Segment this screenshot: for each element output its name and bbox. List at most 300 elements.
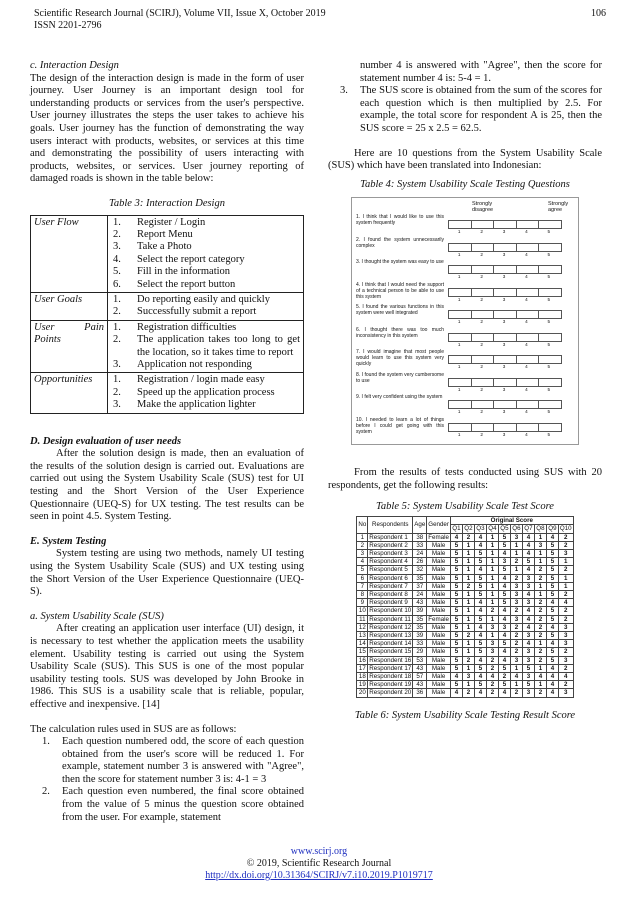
table5-cell: 5 <box>546 648 558 656</box>
table3-item: 2. Successfully submit a report <box>113 306 257 318</box>
footer-copyright: © 2019, Scientific Research Journal <box>246 858 392 869</box>
likert-scale-boxes <box>448 423 562 432</box>
table5-cell: 3 <box>558 640 573 648</box>
table5-cell: 4 <box>522 623 534 631</box>
table5-cell: 5 <box>498 533 510 541</box>
table5-cell: 2 <box>534 656 546 664</box>
table5-cell: 33 <box>413 541 427 549</box>
table6-caption: Table 6: System Usability Scale Testing Result Score <box>354 709 576 721</box>
table5-cell: 2 <box>462 582 474 590</box>
table5-cell: 3 <box>357 549 368 557</box>
table5-cell: 4 <box>546 689 558 697</box>
table5-question-header: Q3 <box>476 525 485 533</box>
table5-cell: 1 <box>534 681 546 689</box>
table5-cell: 3 <box>498 623 510 631</box>
table5-cell: Respondent 2 <box>368 541 413 549</box>
table5-cell: Respondent 14 <box>369 640 412 648</box>
table5-cell: 2 <box>558 681 573 689</box>
table5-cell: Respondent 19 <box>369 681 412 689</box>
page-header <box>34 8 606 32</box>
table5-cell: 5 <box>474 664 486 672</box>
likert-scale-numbers: 1 2 3 4 5 <box>457 386 551 392</box>
table5-cell: Respondent 3 <box>368 549 413 557</box>
table5-cell: 2 <box>558 533 573 541</box>
table5-cell: 4 <box>474 607 486 615</box>
table5-cell: 1 <box>486 549 498 557</box>
table5-cell: 4 <box>498 582 510 590</box>
table5-cell: Female <box>428 615 449 623</box>
table5-cell: 5 <box>450 590 462 598</box>
table5-cell: 12 <box>357 623 368 631</box>
table-row <box>357 664 573 672</box>
table5-cell: 1 <box>510 664 522 672</box>
section-c-title: c. Interaction Design <box>30 60 119 71</box>
table5-cell: 5 <box>474 648 486 656</box>
footer-doi-link[interactable]: http://dx.doi.org/10.31364/SCIRJ/v7.i10.2019.P1019717 <box>205 870 433 881</box>
table3-row-label: User Flow <box>31 215 108 292</box>
table5-cell: 2 <box>558 541 573 549</box>
calc-rules-list <box>30 736 304 824</box>
table5-cell: 1 <box>534 549 546 557</box>
issn: ISSN 2201-2796 <box>34 20 102 31</box>
table5-cell: 5 <box>450 631 462 639</box>
table5-cell: 4 <box>474 541 486 549</box>
table5-cell: 2 <box>510 607 522 615</box>
table5-cell: 3 <box>558 631 573 639</box>
table5-cell: Male <box>427 681 451 689</box>
table5-cell: 4 <box>474 689 486 697</box>
table-row <box>357 549 573 557</box>
table-row <box>357 656 573 664</box>
table5-question-header: Q9 <box>548 525 557 533</box>
table5-cell: 4 <box>546 672 558 680</box>
table5-cell: 1 <box>534 582 546 590</box>
table5-cell: 3 <box>510 582 522 590</box>
table5-cell: 3 <box>522 656 534 664</box>
likert-scale-numbers: 1 2 3 4 5 <box>457 274 551 280</box>
table5-cell: Respondent 18 <box>369 672 412 680</box>
table5-cell: 4 <box>357 558 368 566</box>
table5-cell: 2 <box>558 664 573 672</box>
table5-question-header: Q8 <box>536 525 545 533</box>
likert-scale-boxes <box>448 288 562 297</box>
table5-header: Respondents <box>368 517 413 533</box>
table5-cell: 1 <box>510 681 522 689</box>
table5-cell: 1 <box>486 615 498 623</box>
section-e-title: E. System Testing <box>30 535 107 547</box>
section-d-body: After the solution design is made, then an evaluation of the results of the solution design is carried out. Evaluations are carried out using the System Usability Scale (SUS) test for UI testing and the Short Version of the User Experience Questionnaire (UEQ-S) for UX testing. The test results can be seen in point 4.5. System Testing. <box>30 448 304 523</box>
calc-intro: The calculation rules used in SUS are as follows: <box>30 723 237 735</box>
table5-cell: 1 <box>534 558 546 566</box>
table5-cell: 10 <box>357 607 368 615</box>
table5-cell: Respondent 5 <box>368 566 413 574</box>
table5-cell: 5 <box>522 681 534 689</box>
likert-scale-boxes <box>448 400 562 409</box>
table5-cell: 1 <box>462 664 474 672</box>
table5-cell: Respondent 1 <box>368 533 413 541</box>
table5-cell: 11 <box>357 615 368 623</box>
table5-cell: 19 <box>357 681 368 689</box>
table3-item: 6. Select the report button <box>113 278 236 290</box>
rule-3: 3. The SUS score is obtained from the sum of the scores for each question which is then multiplied by 2.5. For example, the total score for respondent A is 25, then the SUS score = 25 x 2.5 = 62.5. <box>340 85 602 134</box>
table5-cell: 39 <box>413 631 427 639</box>
table5-cell: 5 <box>474 640 486 648</box>
table5-cell: 4 <box>498 549 510 557</box>
table5-cell: 6 <box>357 574 368 582</box>
table5-cell: 33 <box>413 640 427 648</box>
table5-cell: 5 <box>450 656 462 664</box>
table5-cell: 4 <box>474 656 486 664</box>
table5-cell: 5 <box>546 631 558 639</box>
table5-cell: 4 <box>474 599 486 607</box>
likert-scale-boxes <box>448 355 562 364</box>
sus-question: 8. I found the system very cumbersome to use <box>356 371 444 384</box>
table-row <box>357 648 573 656</box>
table5-cell: 2 <box>357 541 368 549</box>
table3-row-items <box>108 215 304 292</box>
table5-cell: 4 <box>498 656 510 664</box>
sus-question: 1. I think that I would like to use this system frequently <box>356 214 444 227</box>
table5-cell: Male <box>427 640 451 648</box>
table5-header: No <box>357 517 368 533</box>
likert-scale-numbers: 1 2 3 4 5 <box>457 319 551 325</box>
table5-cell: 2 <box>462 533 474 541</box>
table5-cell: 38 <box>413 533 427 541</box>
table5-cell: 4 <box>498 615 510 623</box>
table5-cell: 2 <box>498 672 510 680</box>
table5-question-header: Q7 <box>524 525 533 533</box>
table5-cell: 5 <box>498 640 510 648</box>
table5-cell: 3 <box>558 549 573 557</box>
table5-cell: 3 <box>522 599 534 607</box>
rule-1: 1. Each question numbered odd, the score of each question obtained from the user's score will be reduced 1. For example, statement number 3 is answered with "Agree", then the score for statement number 3 is: 4-1 = 3 <box>42 736 304 785</box>
strongly-agree-label: Strongly agree <box>548 201 569 214</box>
table3-row-label: User Pain Points <box>31 320 108 373</box>
table3-item: 2. Speed up the application process <box>113 386 275 398</box>
table5-cell: 4 <box>522 549 534 557</box>
table5-cell: 1 <box>486 599 498 607</box>
table5-cell: 3 <box>522 574 534 582</box>
table5-cell: 35 <box>413 623 427 631</box>
table-row <box>357 681 573 689</box>
table5-cell: 26 <box>413 558 427 566</box>
table5-cell: 29 <box>413 648 427 656</box>
likert-scale-numbers: 1 2 3 4 5 <box>457 409 551 415</box>
table5-cell: 2 <box>558 615 573 623</box>
table5-cell: 2 <box>510 640 522 648</box>
table5-cell: 5 <box>450 623 462 631</box>
table5-cell: 2 <box>534 623 546 631</box>
table5-cell: 5 <box>474 615 486 623</box>
table5-cell: 4 <box>498 574 510 582</box>
table5-cell: 4 <box>498 689 510 697</box>
table5-cell: Respondent 20 <box>369 689 412 697</box>
page-footer <box>0 846 638 882</box>
table5-cell: 4 <box>450 672 462 680</box>
likert-scale-numbers: 1 2 3 4 5 <box>457 431 551 437</box>
table5-cell: 4 <box>546 681 558 689</box>
table5-cell: 3 <box>486 648 498 656</box>
table5-cell: 5 <box>450 664 462 672</box>
table5-cell: Respondent 16 <box>369 656 412 664</box>
table5-cell: 2 <box>534 566 546 574</box>
table5-cell: Respondent 7 <box>368 582 413 590</box>
sus-questions-figure <box>351 197 579 445</box>
table-row <box>357 533 573 541</box>
table5-cell: 2 <box>534 607 546 615</box>
table5-cell: Male <box>427 664 451 672</box>
table5-cell: Respondent 8 <box>368 590 413 598</box>
table5-cell: 5 <box>546 558 558 566</box>
table5-cell: 1 <box>534 533 546 541</box>
table5-question-header: Q10 <box>559 525 572 533</box>
table-row <box>357 541 573 549</box>
table5-cell: 1 <box>462 558 474 566</box>
questions-intro: Here are 10 questions from the System Usability Scale (SUS) which have been translated into Indonesian: <box>328 147 602 172</box>
interaction-design-table <box>30 215 304 414</box>
table5-cell: 3 <box>510 533 522 541</box>
table5-cell: 2 <box>486 607 498 615</box>
table5-cell: 4 <box>558 672 573 680</box>
likert-scale-numbers: 1 2 3 4 5 <box>457 364 551 370</box>
table5-cell: 4 <box>498 607 510 615</box>
table3-row <box>31 292 304 320</box>
table5-cell: Male <box>427 574 451 582</box>
table5-cell: 3 <box>522 672 534 680</box>
table-row <box>357 574 573 582</box>
table5-cell: 3 <box>558 656 573 664</box>
table5-cell: 1 <box>510 549 522 557</box>
likert-scale-boxes <box>448 220 562 229</box>
table3-row-items <box>108 373 304 413</box>
table5-cell: 5 <box>450 648 462 656</box>
table5-cell: 4 <box>546 623 558 631</box>
table5-cell: 43 <box>413 664 427 672</box>
sus-question: 10. I needed to learn a lot of things before I could get going with this system <box>356 416 444 435</box>
right-column <box>328 60 602 722</box>
table5-cell: 2 <box>558 566 573 574</box>
table5-cell: 35 <box>413 574 427 582</box>
table5-cell: 4 <box>522 533 534 541</box>
table5-cell: 2 <box>462 689 474 697</box>
table5-cell: 4 <box>498 648 510 656</box>
table5-cell: 2 <box>486 689 498 697</box>
table5-cell: 2 <box>534 689 546 697</box>
table5-cell: 5 <box>546 607 558 615</box>
table5-cell: 1 <box>486 558 498 566</box>
table5-cell: 1 <box>462 549 474 557</box>
table5-cell: 4 <box>474 623 486 631</box>
table5-cell: 1 <box>534 640 546 648</box>
table3-item: 4. Select the report category <box>113 253 245 265</box>
table-row <box>357 558 573 566</box>
table5-cell: 2 <box>558 590 573 598</box>
table5-cell: 15 <box>357 648 368 656</box>
table-row <box>357 623 573 631</box>
table5-cell: 4 <box>546 533 558 541</box>
table5-question-header: Q1 <box>452 525 461 533</box>
sus-question: 3. I thought the system was easy to use <box>356 259 444 266</box>
table5-cell: 4 <box>558 599 573 607</box>
table5-cell: 5 <box>546 582 558 590</box>
table5-cell: 5 <box>522 664 534 672</box>
table5-cell: 5 <box>522 558 534 566</box>
table5-cell: Respondent 17 <box>369 664 412 672</box>
table5-cell: 7 <box>357 582 368 590</box>
table5-cell: 5 <box>498 590 510 598</box>
table5-cell: 1 <box>510 541 522 549</box>
table-row <box>357 640 573 648</box>
table5-cell: 5 <box>474 549 486 557</box>
table5-cell: 2 <box>486 664 498 672</box>
section-c-body: The design of the interaction design is made in the form of user journey. User Journey is an important design tool for understanding products or services from the user's perspective. User journey illustrates the steps the user takes to achieve his goals. User journey has the function of demonstrating the way users interact with products, websites, or services at this time and demonstrating the possibility of users interacting with products, websites, or services. User journey reporting of damaged roads is shown in the table below: <box>30 72 304 185</box>
table5-cell: 2 <box>534 631 546 639</box>
table5-cell: Male <box>427 672 451 680</box>
likert-scale-boxes <box>448 378 562 387</box>
table5-cell: 4 <box>522 640 534 648</box>
table-row <box>357 631 573 639</box>
table5-cell: 18 <box>357 672 368 680</box>
table5-cell: 4 <box>486 672 498 680</box>
table5-cell: 4 <box>534 672 546 680</box>
table5-cell: 4 <box>546 640 558 648</box>
table5-cell: Female <box>428 533 449 541</box>
table5-cell: 5 <box>546 590 558 598</box>
table5-cell: Male <box>427 549 451 557</box>
table5-cell: 5 <box>546 541 558 549</box>
table5-cell: 1 <box>462 541 474 549</box>
table5-cell: 4 <box>474 631 486 639</box>
table5-cell: 13 <box>357 631 368 639</box>
table5-question-header: Q6 <box>512 525 521 533</box>
table5-cell: 5 <box>450 566 462 574</box>
table5-cell: 4 <box>450 533 462 541</box>
table5-cell: Respondent 6 <box>368 574 413 582</box>
table5-cell: 57 <box>413 672 427 680</box>
table5-cell: 2 <box>462 631 474 639</box>
table5-cell: 17 <box>357 664 368 672</box>
strongly-disagree-label: Strongly disagree <box>472 201 494 214</box>
table-row <box>357 615 573 623</box>
table5-cell: 5 <box>450 582 462 590</box>
table5-cell: 1 <box>558 558 573 566</box>
table5-cell: 4 <box>498 631 510 639</box>
table5-cell: 5 <box>498 599 510 607</box>
table5-cell: Male <box>427 599 451 607</box>
table3-item: 3. Take a Photo <box>113 241 192 253</box>
table5-cell: 5 <box>450 574 462 582</box>
table-row <box>357 672 573 680</box>
table5-cell: 39 <box>413 607 427 615</box>
likert-scale-numbers: 1 2 3 4 5 <box>457 229 551 235</box>
table5-cell: 14 <box>357 640 368 648</box>
table5-cell: 2 <box>486 656 498 664</box>
table5-cell: 4 <box>522 607 534 615</box>
rule-2-cont: number 4 is answered with "Agree", then the score for statement number 4 is: 5-4 = 1. <box>360 60 602 84</box>
journal-title: Scientific Research Journal (SCIRJ), Volume VII, Issue X, October 2019 <box>34 8 326 19</box>
table5-cell: Male <box>427 689 451 697</box>
table5-cell: 5 <box>498 681 510 689</box>
table5-cell: 1 <box>486 590 498 598</box>
table5-caption: Table 5: System Usability Scale Test Score <box>376 500 554 512</box>
sus-question: 5. I found the various functions in this system were well integrated <box>356 304 444 317</box>
table5-cell: 53 <box>413 656 427 664</box>
table5-cell: 3 <box>522 648 534 656</box>
table5-cell: Male <box>427 582 451 590</box>
table5-cell: 3 <box>510 656 522 664</box>
table5-cell: 5 <box>474 574 486 582</box>
table-row <box>357 590 573 598</box>
table3-row-label: User Goals <box>31 292 108 320</box>
table5-cell: 4 <box>474 533 486 541</box>
likert-scale-boxes <box>448 310 562 319</box>
table5-cell: 3 <box>510 599 522 607</box>
table3-row <box>31 215 304 292</box>
table5-cell: 3 <box>510 615 522 623</box>
table5-cell: Male <box>427 648 451 656</box>
table5-cell: Respondent 13 <box>369 631 412 639</box>
table5-cell: 2 <box>486 681 498 689</box>
table5-cell: 2 <box>462 656 474 664</box>
table5-cell: 1 <box>486 574 498 582</box>
rule-2: 2. Each question even numbered, the final score obtained from the value of 5 minus the question score obtained from the user. For example, statement <box>42 786 304 823</box>
table5-cell: Respondent 9 <box>368 599 413 607</box>
table5-question-header: Q5 <box>500 525 509 533</box>
table5-cell: 16 <box>357 656 368 664</box>
likert-scale-boxes <box>448 243 562 252</box>
table3-item: 1. Registration difficulties <box>113 321 237 333</box>
table5-cell: 5 <box>498 541 510 549</box>
table5-cell: 1 <box>462 615 474 623</box>
table5-cell: 2 <box>510 631 522 639</box>
table5-cell: 2 <box>510 574 522 582</box>
page-number: 106 <box>591 8 606 19</box>
table5-cell: 5 <box>546 574 558 582</box>
table5-cell: 5 <box>450 549 462 557</box>
table5-cell: 5 <box>546 656 558 664</box>
table5-cell: Respondent 12 <box>369 623 412 631</box>
table5-cell: 4 <box>522 590 534 598</box>
table5-cell: 3 <box>522 631 534 639</box>
table5-cell: 4 <box>510 672 522 680</box>
table5-header: Original Score <box>450 517 573 525</box>
table5-cell: 3 <box>558 689 573 697</box>
table5-cell: 1 <box>534 664 546 672</box>
table3-row-label: Opportunities <box>31 373 108 413</box>
table5-cell: 5 <box>498 664 510 672</box>
table5-cell: 4 <box>546 664 558 672</box>
table5-cell: 2 <box>558 648 573 656</box>
table5-cell: 5 <box>450 607 462 615</box>
table5-cell: Respondent 11 <box>369 615 411 623</box>
table5-cell: 1 <box>486 631 498 639</box>
table5-cell: Male <box>427 607 451 615</box>
table5-cell: 1 <box>462 648 474 656</box>
table5-cell: 4 <box>474 566 486 574</box>
table5-cell: 1 <box>462 566 474 574</box>
table5-cell: 1 <box>510 566 522 574</box>
table5-cell: 5 <box>474 590 486 598</box>
table5-cell: 3 <box>486 640 498 648</box>
table5-cell: 3 <box>534 541 546 549</box>
table5-question-header: Q2 <box>464 525 473 533</box>
table5-cell: Male <box>427 541 451 549</box>
table5-cell: 4 <box>522 541 534 549</box>
table-row <box>357 607 573 615</box>
table5-cell: 5 <box>357 566 368 574</box>
sus-question: 2. I found the system unnecessarily complex <box>356 236 444 249</box>
sus-question: 6. I thought there was too much inconsistency in this system <box>356 326 444 339</box>
